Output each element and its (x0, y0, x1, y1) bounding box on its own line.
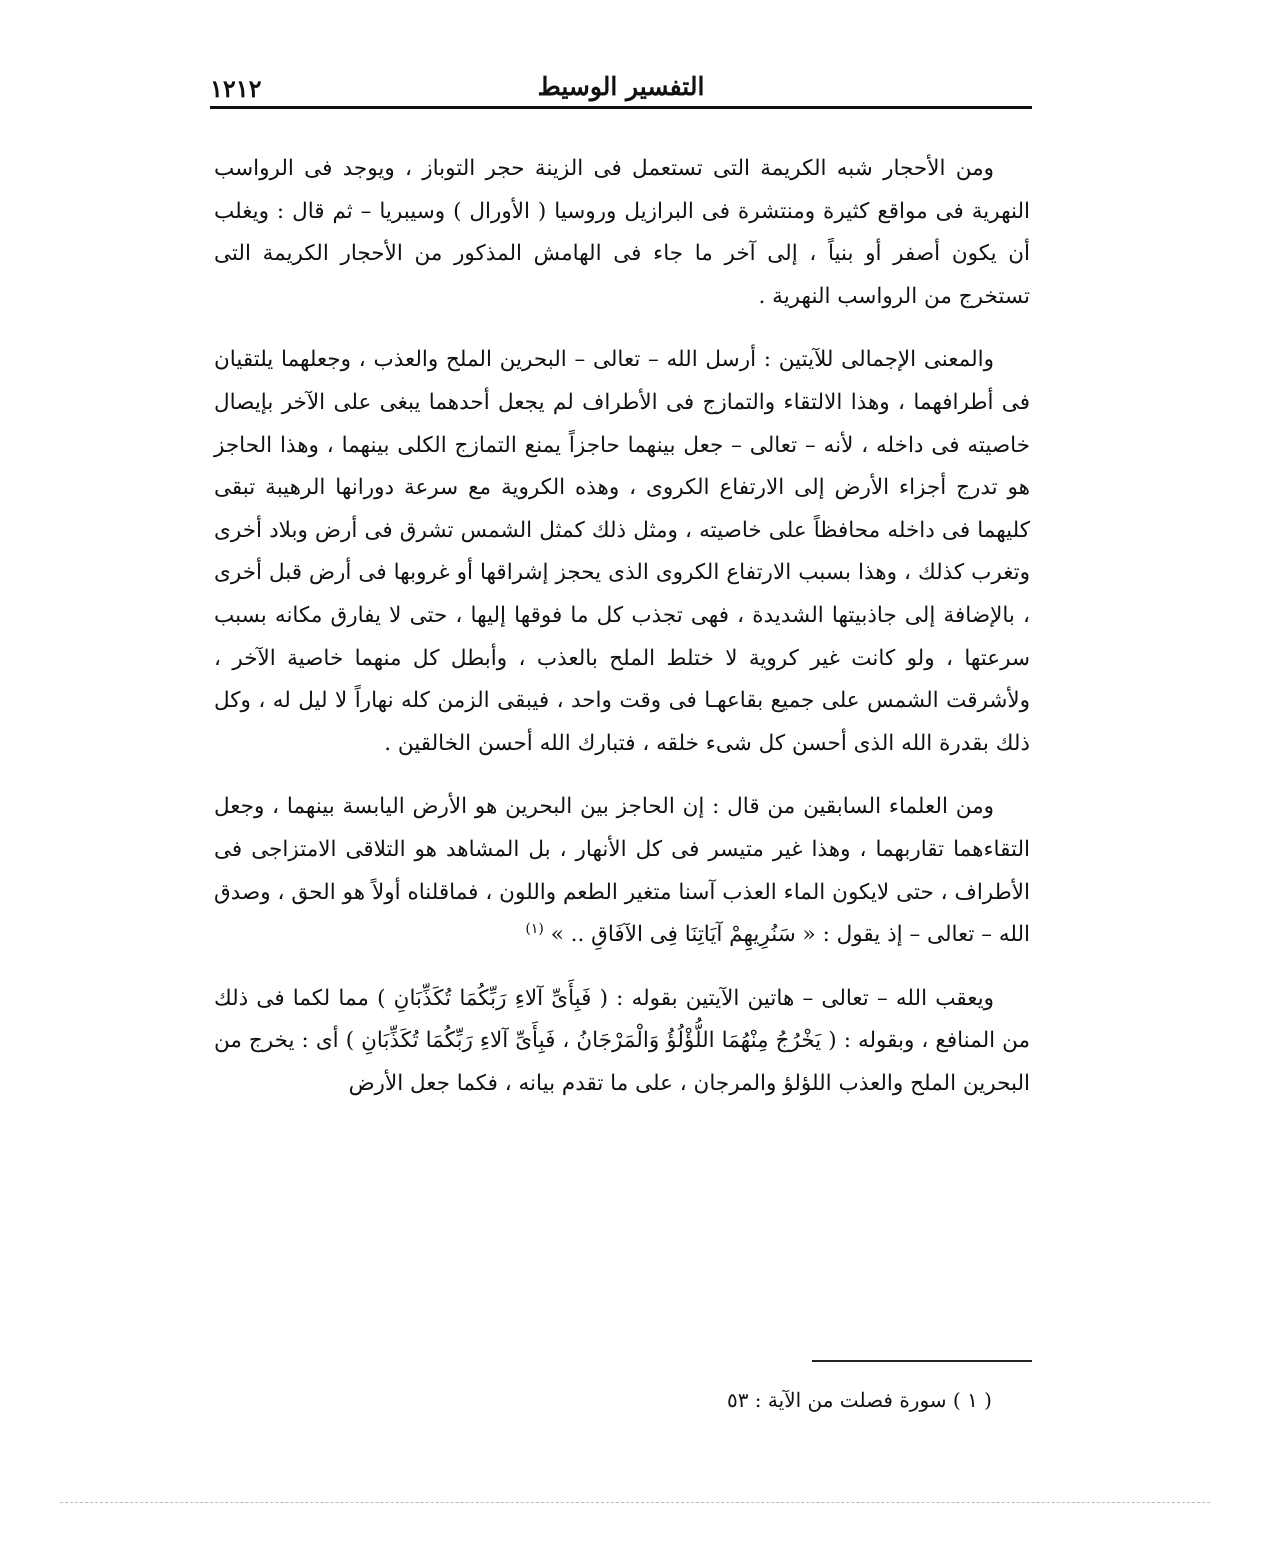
header-rule (210, 106, 1032, 109)
paragraph-4-text-1: ويعقب الله – تعالى – هاتين الآيتين بقوله : (616, 985, 994, 1011)
paragraph-1: ومن الأحجار شبه الكريمة التى تستعمل فى الزينة حجر التوباز ، ويوجد فى الرواسب النهرية فى مواقع كثيرة ومنتشرة فى البرازيل وروسيا ( الأورال ) وسيبريا – ثم قال : ويغلب أن يكون أصفر أو بنياً ، إلى آخر ما جاء فى الهامش المذكور من الأحجار الكريمة التى تستخرج من الرواسب النهرية . (214, 156, 1030, 309)
paragraph-4-text-3: أى : يخرج من البحرين الملح والعذب اللؤلؤ والمرجان ، على ما تقدم بيانه ، فكما جعل الأرض (214, 1028, 1030, 1096)
paragraph-2: والمعنى الإجمالى للآيتين : أرسل الله – تعالى – البحرين الملح والعذب ، وجعلهما يلتقيان فى أطرافهما ، وهذا الالتقاء والتمازج فى الأطراف لم يجعل أحدهما يبغى على الآخر بإيصال خاصيته فى داخله ، لأنه – تعالى – جعل بينهما حاجزاً يمنع التمازج الكلى بينهما ، وهذا الحاجز هو تدرج أجزاء الأرض إلى الارتفاع الكروى ، وهذه الكروية مع سرعة دورانها الرهيبة تبقى كليهما فى داخله محافظاً على خاصيته ، ومثل ذلك كمثل الشمس تشرق فى أرض وبلاد أخرى وتغرب كذلك ، وهذا بسبب الارتفاع الكروى الذى يحجز إشراقها أو غروبها فى أرض قبل أخرى ، بالإضافة إلى جاذبيتها الشديدة ، فهى تجذب كل ما فوقها إليها ، حتى لا يفارق مكانه بسبب سرعتها ، ولو كانت غير كروية لا ختلط الملح بالعذب ، وأبطل كل منهما خاصية الآخر ، ولأشرقت الشمس على جميع بقاعهـا فى وقت واحد ، فيبقى الزمن كله نهاراً لا ليل له ، وكل ذلك بقدرة الله الذى أحسن كل شىء خلقه ، فتبارك الله أحسن الخالقين . (214, 347, 1030, 756)
paragraph-4-text-2: مما لكما فى ذلك من المنافع ، وبقوله : (214, 985, 1031, 1054)
page-number: ١٢١٢ (210, 74, 262, 103)
quran-verse: ( فَبِأَىِّ آلاءِ رَبِّكُمَا تُكَذِّبَانِ ) (377, 985, 608, 1011)
paragraph-4 (214, 978, 1030, 1106)
body-text (214, 148, 1030, 1105)
footnote-reference: (١) (525, 920, 544, 937)
scan-edge-line (60, 1502, 1210, 1503)
footnote-rule (812, 1360, 1032, 1362)
quran-verse: « سَنُرِيهِمْ آيَاتِنَا فِى الآفَاقِ .. » (550, 922, 816, 948)
page-header (210, 66, 1032, 106)
footnote: ( ١ ) سورة فصلت من الآية : ٥٣ (726, 1388, 992, 1412)
paragraph-3-text: ومن العلماء السابقين من قال : إن الحاجز بين البحرين هو الأرض اليابسة بينهما ، وجعل التقاءهما تقاربهما ، وهذا غير متيسر فى كل الأنهار ، بل المشاهد هو التلاقى الامتزاجى فى الأطراف ، حتى لايكون الماء العذب آسنا متغير الطعم واللون ، فماقلناه أولاً هو الحق ، وصدق الله – تعالى – إذ يقول : (214, 794, 1030, 948)
paragraph-3 (214, 786, 1030, 956)
quran-verse: ( يَخْرُجُ مِنْهُمَا اللُّؤْلُؤُ وَالْمَرْجَانُ ، فَبِأَىِّ آلاءِ رَبِّكُمَا تُكَذِّبَانِ ) (345, 1028, 837, 1054)
running-title: التفسير الوسيط (537, 72, 705, 101)
